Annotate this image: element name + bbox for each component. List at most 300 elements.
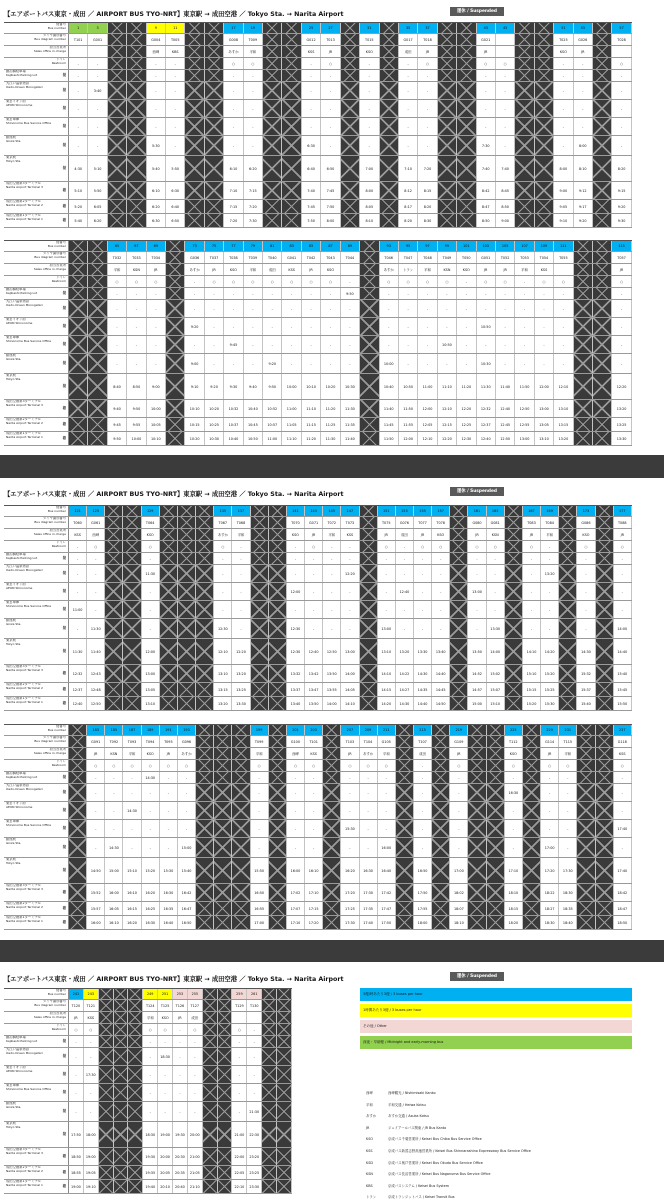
row-kajibashi (4, 70, 632, 82)
timetable-cell: - (251, 838, 269, 857)
suspended-cell (323, 748, 341, 759)
suspended-cell (205, 118, 224, 135)
timetable-cell: 10:30 (205, 432, 224, 445)
timetable-cell: T130 (247, 1000, 262, 1011)
suspended-cell (577, 736, 595, 747)
operator-item (366, 1169, 626, 1181)
suspended-cell (574, 432, 593, 445)
suspended-cell (269, 802, 287, 819)
row-header (4, 252, 69, 263)
timetable-cell: - (399, 82, 418, 99)
timetable-cell: - (535, 354, 554, 373)
timetable-cell: - (321, 288, 340, 299)
row-office (4, 264, 632, 276)
suspended-cell (196, 553, 214, 564)
timetable-cell: - (166, 100, 185, 117)
timetable-cell: 11:30 (321, 432, 340, 445)
timetable-cell: KSO (505, 748, 523, 759)
timetable-cell: 14:10 (523, 639, 541, 664)
timetable-cell: T127 (188, 1000, 203, 1011)
suspended-cell (396, 820, 414, 837)
row-kajibashi (4, 772, 632, 784)
operator-code: KBS (366, 1183, 373, 1188)
suspended-cell (505, 541, 523, 552)
suspended-cell (574, 400, 593, 417)
suspended-cell (341, 118, 360, 135)
suspended-cell (593, 374, 612, 399)
timetable-cell: - (321, 318, 340, 335)
suspended-cell (515, 156, 534, 181)
suspended-cell (178, 665, 196, 682)
suspended-cell (523, 736, 541, 747)
timetable-cell: - (185, 336, 204, 353)
timetable-cell: - (432, 601, 450, 618)
suspended-cell (450, 553, 468, 564)
row-header-en: Kajibashi Parking Lot (6, 555, 38, 560)
timetable-cell: 7:50 (302, 214, 321, 227)
timetable-cell: G091 (87, 736, 105, 747)
row-header-en: Narita Airport Terminal 3 (6, 402, 43, 407)
timetable-cell: - (468, 553, 486, 564)
row-bus-number (4, 23, 632, 34)
timetable-cell: - (477, 288, 496, 299)
suspended-cell (269, 838, 287, 857)
row-header (4, 136, 69, 155)
suspended-cell (262, 1036, 277, 1047)
row-diagram (4, 252, 632, 264)
suspended-cell (450, 541, 468, 552)
legend-yellow-per-hour: 1時間あたり3便 / 3 buses per hour (360, 1004, 632, 1017)
timetable-cell: T095 (160, 736, 178, 747)
timetable-cell: ○ (321, 276, 340, 287)
stop-direction-mark: 発 (62, 341, 66, 346)
timetable-cell: 平和 (559, 748, 577, 759)
suspended-cell (596, 665, 614, 682)
timetable-cell: - (457, 276, 476, 287)
timetable-cell: - (321, 100, 340, 117)
bus-number-cell: 237 (614, 725, 632, 735)
suspended-cell (559, 553, 577, 564)
suspended-cell (269, 820, 287, 837)
suspended-cell (196, 529, 214, 540)
suspended-cell (596, 553, 614, 564)
suspended-cell (341, 214, 360, 227)
timetable-cell: 12:50 (515, 400, 534, 417)
suspended-cell (166, 400, 185, 417)
timetable-cell: - (496, 136, 515, 155)
suspended-cell (515, 100, 534, 117)
timetable-cell: KSS (69, 529, 87, 540)
suspended-cell (269, 748, 287, 759)
suspended-cell (593, 300, 612, 317)
suspended-cell (269, 565, 287, 582)
row-header-ja: 東雲イオン前 (6, 100, 26, 103)
row-header (4, 241, 69, 251)
row-header-ja: 東雲イオン前 (6, 802, 26, 805)
operator-code: KSD (366, 1160, 373, 1165)
row-oedo (4, 784, 632, 802)
suspended-cell (205, 156, 224, 181)
row-header-ja: 東雲イオン前 (6, 583, 26, 586)
row-header-ja: 東雲車庫 (6, 1084, 20, 1087)
row-header (4, 665, 69, 682)
timetable-cell: - (554, 336, 573, 353)
timetable-cell: - (147, 354, 166, 373)
bus-number-cell: 17 (224, 23, 243, 33)
row-cells (69, 156, 632, 181)
timetable-cell: 11:00 (282, 400, 301, 417)
timetable-cell: - (487, 601, 505, 618)
row-header-en: Narita Airport Terminal 3 (6, 886, 43, 891)
timetable-cell: - (380, 336, 399, 353)
row-header-en: Restroom (51, 278, 66, 283)
timetable-cell: 16:55 (251, 902, 269, 915)
suspended-cell (205, 100, 224, 117)
suspended-cell (323, 736, 341, 747)
timetable-cell: - (232, 1048, 247, 1065)
suspended-cell (114, 1102, 129, 1121)
suspended-cell (218, 1048, 233, 1065)
bus-number-cell: 79 (244, 241, 263, 251)
suspended-cell (457, 23, 476, 33)
row-t2 (4, 683, 632, 697)
timetable-cell: 13:25 (612, 418, 631, 431)
suspended-cell (88, 288, 107, 299)
timetable-cell: 16:30 (160, 884, 178, 901)
timetable-cell: ○ (305, 760, 323, 771)
suspended-cell (277, 1148, 292, 1165)
timetable-cell: 8:05 (360, 200, 379, 213)
suspended-cell (196, 748, 214, 759)
timetable-cell: - (166, 82, 185, 99)
timetable-cell: - (505, 772, 523, 783)
timetable-cell: 22:05 (232, 1166, 247, 1179)
timetable-cell: 成田 (396, 529, 414, 540)
bus-number-cell: 73 (185, 241, 204, 251)
row-header-en: Bus number (47, 991, 66, 996)
timetable-cell: 7:15 (244, 182, 263, 199)
timetable-cell: 10:45 (244, 418, 263, 431)
timetable-cell: 平和 (143, 1012, 158, 1023)
timetable-cell: 11:30 (341, 400, 360, 417)
timetable-cell: 13:30 (487, 619, 505, 638)
timetable-cell: - (515, 318, 534, 335)
timetable-cell: 17:00 (541, 838, 559, 857)
timetable-cell: 9:40 (244, 374, 263, 399)
timetable-cell: 12:20 (232, 639, 250, 664)
timetable-cell: G081 (487, 517, 505, 528)
suspended-cell (457, 118, 476, 135)
timetable-cell: - (205, 300, 224, 317)
timetable-cell: - (251, 772, 269, 783)
timetable-cell: - (396, 601, 414, 618)
timetable-cell: KSO (360, 46, 379, 57)
suspended-cell (360, 517, 378, 528)
suspended-cell (108, 118, 127, 135)
timetable-cell: 15:20 (142, 858, 160, 883)
suspended-cell (218, 1122, 233, 1147)
row-cells (69, 1024, 292, 1035)
suspended-cell (69, 264, 88, 275)
timetable-cell: 13:55 (323, 683, 341, 696)
timetable-cell: 14:30 (577, 639, 595, 664)
suspended-cell (450, 506, 468, 516)
row-header (4, 214, 69, 227)
timetable-cell: - (305, 601, 323, 618)
timetable-cell: - (360, 772, 378, 783)
row-header-en: Kajibashi Parking Lot (6, 290, 38, 295)
stop-direction-mark: 発 (62, 774, 66, 779)
timetable-cell: - (496, 300, 515, 317)
bus-number-cell: 137 (232, 506, 250, 516)
timetable-cell: 12:10 (214, 639, 232, 664)
stop-direction-mark: 着 (62, 889, 66, 894)
suspended-cell (282, 100, 301, 117)
row-cells (69, 697, 632, 710)
stop-direction-mark: 発 (62, 87, 66, 92)
suspended-cell (523, 838, 541, 857)
timetable-cell: 12:40 (305, 639, 323, 664)
operator-item (366, 1158, 626, 1170)
timetable-cell: 12:00 (418, 400, 437, 417)
timetable-cell: - (612, 336, 631, 353)
suspended-cell (69, 432, 88, 445)
suspended-cell (593, 400, 612, 417)
row-header-ja: 大江戸温泉物語 (6, 300, 30, 303)
suspended-cell (269, 506, 287, 516)
suspended-cell (69, 748, 87, 759)
suspended-cell (577, 838, 595, 857)
suspended-cell (596, 619, 614, 638)
row-header-ja: 東雲車庫 (6, 118, 20, 121)
timetable-cell: - (432, 619, 450, 638)
timetable-cell: 13:10 (142, 697, 160, 710)
suspended-cell (69, 374, 88, 399)
timetable-cell: G012 (302, 34, 321, 45)
suspended-cell (457, 58, 476, 69)
timetable-cell: - (69, 1066, 84, 1083)
timetable-cell: ○ (477, 276, 496, 287)
row-header (4, 1048, 69, 1065)
timetable-cell: - (477, 70, 496, 81)
operator-item (366, 1146, 626, 1158)
row-t3 (4, 1148, 292, 1166)
timetable-cell: 10:57 (263, 418, 282, 431)
suspended-cell (178, 553, 196, 564)
timetable-cell: 9:50 (341, 288, 360, 299)
suspended-cell (596, 683, 614, 696)
timetable-cell: 15:50 (251, 858, 269, 883)
row-cells (69, 583, 632, 600)
timetable-cell: 9:50 (263, 374, 282, 399)
timetable-cell: 19:10 (84, 1180, 99, 1193)
suspended-cell (380, 100, 399, 117)
timetable-cell: KSO (224, 264, 243, 275)
timetable-cell: 11:25 (321, 418, 340, 431)
timetable-cell: - (224, 136, 243, 155)
timetable-cell: - (432, 583, 450, 600)
timetable-cell: 22:10 (232, 1180, 247, 1193)
timetable-cell: G021 (477, 34, 496, 45)
row-diagram (4, 34, 632, 46)
row-header-en: Restroom (51, 60, 66, 65)
timetable-cell: JR (477, 46, 496, 57)
timetable-cell: - (614, 583, 632, 600)
timetable-cell: - (418, 336, 437, 353)
suspended-cell (128, 1148, 143, 1165)
suspended-cell (160, 697, 178, 710)
timetable-cell: 16:10 (305, 858, 323, 883)
suspended-cell (341, 46, 360, 57)
timetable-cell: 17:40 (360, 916, 378, 929)
timetable-cell: KSO (577, 529, 595, 540)
row-header-ja: 鍛冶橋駐車場 (6, 553, 26, 556)
row-header-ja: 成田空港第2ターミナル (6, 418, 41, 421)
timetable-cell: 10:37 (224, 418, 243, 431)
timetable-cell: 13:10 (214, 665, 232, 682)
suspended-cell (196, 725, 214, 735)
timetable-cell: 8:42 (477, 182, 496, 199)
suspended-cell (218, 1166, 233, 1179)
row-header-ja: 成田空港第2ターミナル (6, 200, 41, 203)
suspended-cell (251, 529, 269, 540)
timetable-cell: 16:20 (142, 884, 160, 901)
suspended-cell (438, 118, 457, 135)
suspended-cell (360, 288, 379, 299)
operator-item (366, 1123, 626, 1135)
row-header (4, 23, 69, 33)
row-header-ja: 東京駅 (6, 639, 16, 642)
row-header-en: Shinonome Bus Service Office (6, 1086, 52, 1091)
suspended-cell (263, 58, 282, 69)
stop-direction-mark: 発 (62, 1053, 66, 1058)
suspended-cell (88, 264, 107, 275)
suspended-cell (380, 82, 399, 99)
timetable-cell: - (188, 1084, 203, 1101)
timetable-cell: G076 (396, 517, 414, 528)
timetable-cell: - (450, 784, 468, 801)
stop-direction-mark: 発 (62, 1038, 66, 1043)
suspended-cell (185, 156, 204, 181)
suspended-cell (505, 697, 523, 710)
row-cells (69, 70, 632, 81)
bus-number-cell: 225 (505, 725, 523, 735)
timetable-cell: - (108, 318, 127, 335)
timetable-cell: 13:20 (214, 697, 232, 710)
timetable-cell: 11:00 (418, 374, 437, 399)
suspended-cell (160, 583, 178, 600)
suspended-cell (128, 1180, 143, 1193)
timetable-cell: - (523, 583, 541, 600)
row-header (4, 802, 69, 819)
suspended-cell (282, 82, 301, 99)
timetable-cell: ○ (143, 1024, 158, 1035)
row-header (4, 1166, 69, 1179)
row-header (4, 276, 69, 287)
suspended-cell (559, 683, 577, 696)
row-t1 (4, 916, 632, 930)
timetable-cell: - (414, 760, 432, 771)
suspended-cell (596, 517, 614, 528)
timetable-cell: 12:30 (457, 432, 476, 445)
row-header-en: Ginza Sta. (6, 138, 22, 143)
timetable (4, 240, 632, 446)
timetable-cell: 14:45 (432, 683, 450, 696)
timetable-cell: - (147, 118, 166, 135)
bus-number-cell: 111 (554, 241, 573, 251)
bus-number-cell: 153 (396, 506, 414, 516)
suspended-cell (341, 156, 360, 181)
timetable-cell: T099 (251, 736, 269, 747)
row-header-en: Bus diagram number (34, 1002, 66, 1007)
row-header-ja: 成田空港第3ターミナル (6, 665, 41, 668)
timetable-cell: - (127, 300, 146, 317)
timetable-cell: 13:20 (396, 639, 414, 664)
timetable-cell: - (302, 318, 321, 335)
timetable-cell: 22:30 (247, 1122, 262, 1147)
timetable-cell: G114 (541, 736, 559, 747)
row-header-ja: トイレ (56, 58, 66, 61)
timetable-cell: - (418, 100, 437, 117)
suspended-cell (251, 506, 269, 516)
suspended-cell (559, 665, 577, 682)
suspended-cell (593, 276, 612, 287)
timetable-cell: - (158, 1084, 173, 1101)
timetable-cell: 9:30 (612, 214, 631, 227)
row-office (4, 1012, 292, 1024)
timetable-cell: 19:00 (69, 1180, 84, 1193)
suspended-cell (99, 1000, 114, 1011)
timetable-cell: 13:37 (287, 683, 305, 696)
suspended-cell (523, 725, 541, 735)
timetable-cell: KSO (158, 1012, 173, 1023)
timetable-cell: 15:00 (178, 838, 196, 857)
stop-direction-mark: 発 (62, 789, 66, 794)
timetable-cell: 9:55 (127, 418, 146, 431)
row-oedo (4, 565, 632, 583)
suspended-cell (596, 529, 614, 540)
timetable-cell (612, 46, 631, 57)
timetable-cell: - (378, 583, 396, 600)
timetable-cell: 17:20 (541, 858, 559, 883)
suspended-cell (203, 1148, 218, 1165)
timetable-cell: - (188, 1048, 203, 1065)
timetable-cell: ○ (418, 58, 437, 69)
suspended-cell (596, 802, 614, 819)
suspended-cell (69, 820, 87, 837)
timetable-cell: - (84, 1084, 99, 1101)
timetable-cell: 13:00 (535, 400, 554, 417)
suspended-cell (263, 23, 282, 33)
suspended-cell (185, 182, 204, 199)
timetable-cell: 平和 (323, 529, 341, 540)
row-t3 (4, 400, 632, 418)
timetable-cell: - (554, 100, 573, 117)
suspended-cell (127, 136, 146, 155)
suspended-cell (341, 136, 360, 155)
row-header (4, 1000, 69, 1011)
timetable-cell: 15:10 (123, 858, 141, 883)
operator-name: 京成バスシステム / Keisei Bus System (388, 1183, 449, 1188)
timetable-cell: 12:05 (418, 418, 437, 431)
suspended-cell (450, 665, 468, 682)
timetable-cell: G004 (147, 34, 166, 45)
timetable-cell: 17:30 (360, 884, 378, 901)
row-cells (69, 858, 632, 883)
timetable-cell: 21:00 (232, 1122, 247, 1147)
timetable (4, 505, 632, 711)
bus-number-cell: 151 (378, 506, 396, 516)
